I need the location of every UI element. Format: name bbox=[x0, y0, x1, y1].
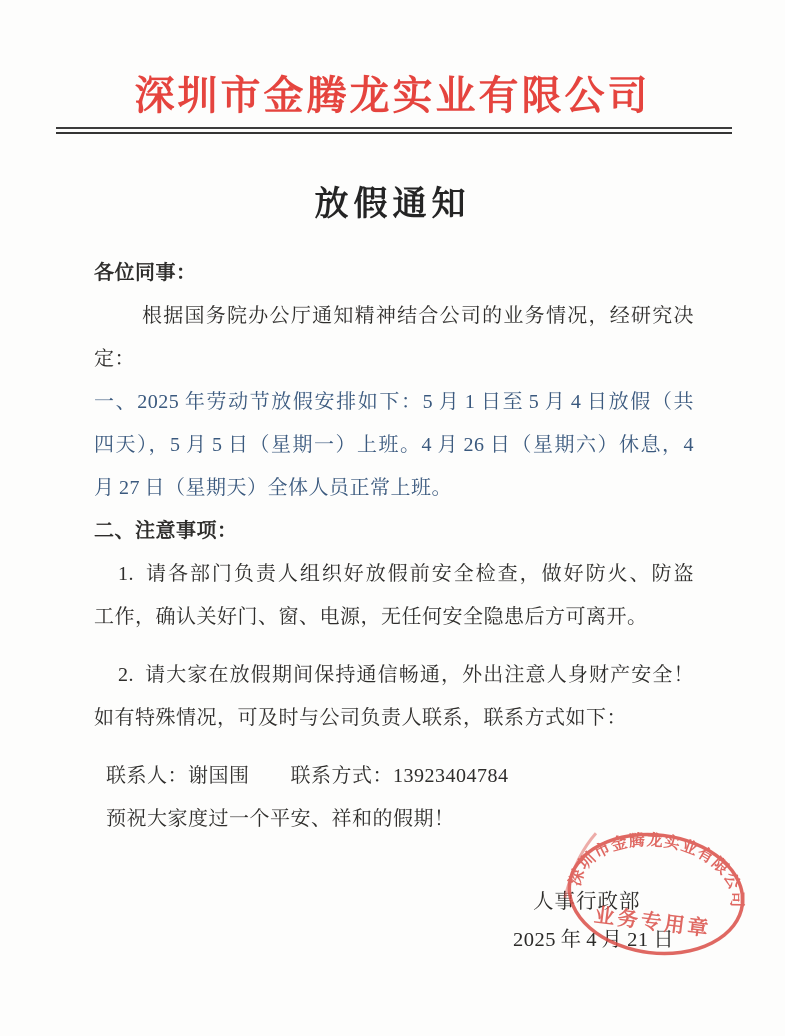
document-title: 放假通知 bbox=[314, 186, 471, 223]
notice-item-1: 1. 请各部门负责人组织好放假前安全检查，做好防火、防盗 bbox=[118, 563, 694, 585]
seal-type-label: 业务专用章 bbox=[592, 904, 713, 941]
section-heading: 二、注意事项： bbox=[94, 520, 238, 542]
company-name-title: 深圳市金腾龙实业有限公司 bbox=[134, 73, 651, 118]
signature-department: 人事行政部 bbox=[533, 891, 641, 913]
notice-item-2-cont: 如有特殊情况，可及时与公司负责人联系，联系方式如下： bbox=[94, 707, 627, 729]
signature-date: 2025 年 4 月 21 日 bbox=[513, 929, 675, 951]
contact-line: 联系人：谢国围 联系方式：13923404784 bbox=[106, 765, 509, 787]
company-seal-stamp bbox=[556, 817, 756, 972]
notice-item-2: 2. 请大家在放假期间保持通信畅通，外出注意人身财产安全！ bbox=[118, 664, 694, 686]
body-line: 定： bbox=[94, 348, 135, 370]
wish-line: 预祝大家度过一个平安、祥和的假期！ bbox=[106, 808, 455, 830]
notice-item-1-cont: 工作，确认关好门、窗、电源，无任何安全隐患后方可离开。 bbox=[94, 606, 648, 628]
salutation-line: 各位同事： bbox=[94, 262, 197, 284]
notice-body bbox=[94, 252, 694, 841]
body-line: 根据国务院办公厅通知精神结合公司的业务情况，经研究决 bbox=[142, 305, 694, 327]
holiday-schedule-line: 月 27 日（星期天）全体人员正常上班。 bbox=[94, 477, 453, 499]
double-rule-divider bbox=[56, 127, 732, 134]
holiday-schedule-line: 四天），5 月 5 日（星期一）上班。4 月 26 日（星期六）休息，4 bbox=[94, 434, 694, 456]
seal-company-name-arc: 深圳市金腾龙实业有限公司 bbox=[566, 832, 745, 909]
holiday-schedule-line: 一、2025 年劳动节放假安排如下：5 月 1 日至 5 月 4 日放假（共 bbox=[94, 391, 694, 413]
